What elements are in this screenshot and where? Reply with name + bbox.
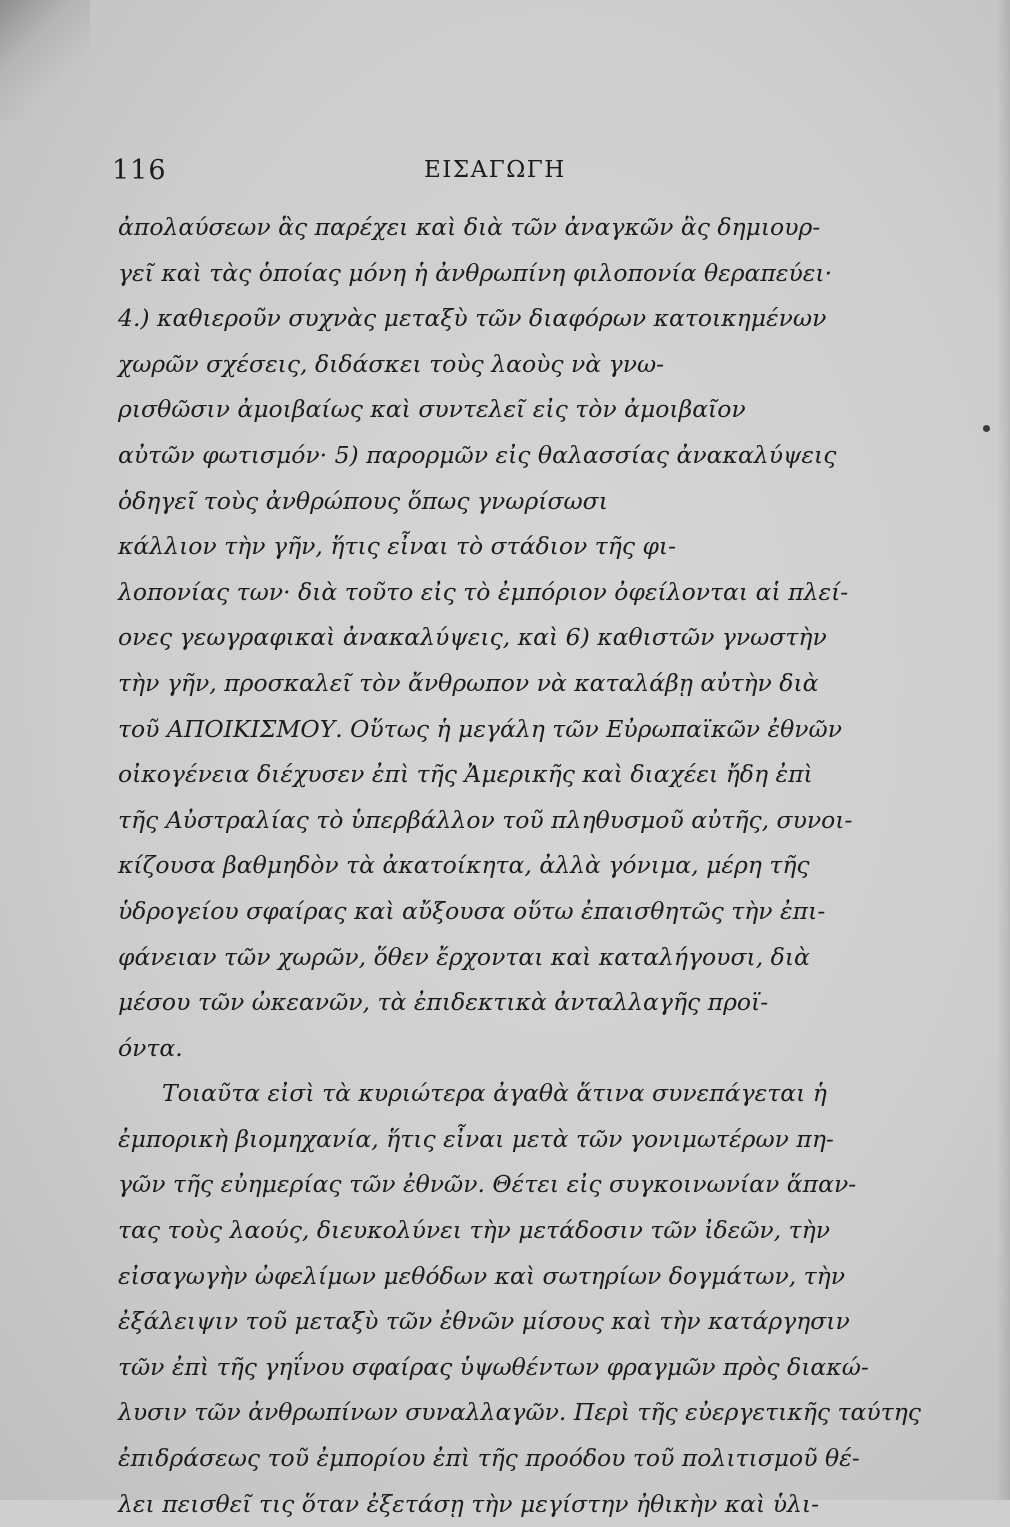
page-corner-shadow [0, 0, 90, 120]
ink-spot [983, 425, 990, 432]
text-line: τας τοὺς λαούς, διευκολύνει τὴν μετάδοσιν τῶν ἰδεῶν, τὴν [118, 1216, 830, 1245]
text-line: τὴν γῆν, προσκαλεῖ τὸν ἄνθρωπον νὰ καταλάβῃ αὐτὴν διὰ [118, 668, 819, 697]
text-line: χωρῶν σχέσεις, διδάσκει τοὺς λαοὺς νὰ γνω- [118, 349, 665, 378]
body-text [118, 205, 921, 1527]
page-number: 116 [112, 155, 167, 186]
text-line: 4.) καθιεροῦν συχνὰς μεταξὺ τῶν διαφόρων κατοικημένων [118, 304, 827, 333]
text-line: τῶν ἐπὶ τῆς γηΐνου σφαίρας ὑψωθέντων φραγμῶν πρὸς διακώ- [118, 1352, 869, 1381]
text-line: τοῦ ΑΠΟΙΚΙΣΜΟΥ. Οὕτως ἡ μεγάλη τῶν Εὐρωπαϊκῶν ἐθνῶν [118, 714, 842, 743]
text-line: κάλλιον τὴν γῆν, ἥτις εἶναι τὸ στάδιον τῆς φι- [118, 532, 677, 561]
text-line: ὑδρογείου σφαίρας καὶ αὔξουσα οὕτω ἐπαισθητῶς τὴν ἐπι- [118, 896, 826, 925]
text-line: γεῖ καὶ τὰς ὁποίας μόνη ἡ ἀνθρωπίνη φιλοπονία θεραπεύει· [118, 258, 833, 287]
text-line: ἐμπορικὴ βιομηχανία, ἥτις εἶναι μετὰ τῶν γονιμωτέρων πη- [118, 1124, 834, 1153]
text-line: λυσιν τῶν ἀνθρωπίνων συναλλαγῶν. Περὶ τῆς εὐεργετικῆς ταύτης [118, 1398, 921, 1427]
text-line: μέσου τῶν ὠκεανῶν, τὰ ἐπιδεκτικὰ ἀνταλλαγῆς προϊ- [118, 988, 769, 1017]
running-head: ΕΙΣΑΓΩΓΗ [424, 157, 566, 183]
text-line: ρισθῶσιν ἀμοιβαίως καὶ συντελεῖ εἰς τὸν ἀμοιβαῖον [118, 395, 746, 424]
text-line: ονες γεωγραφικαὶ ἀνακαλύψεις, καὶ 6) καθιστῶν γνωστὴν [118, 623, 827, 652]
text-line: γῶν τῆς εὐημερίας τῶν ἐθνῶν. Θέτει εἰς συγκοινωνίαν ἅπαν- [118, 1170, 857, 1199]
text-line: αὐτῶν φωτισμόν· 5) παρορμῶν εἰς θαλασσίας ἀνακαλύψεις [118, 440, 837, 469]
text-line: ἐπιδράσεως τοῦ ἐμπορίου ἐπὶ τῆς προόδου τοῦ πολιτισμοῦ θέ- [118, 1444, 860, 1473]
text-line: όντα. [118, 1033, 183, 1062]
paragraph-start-line: Τοιαῦτα εἰσὶ τὰ κυριώτερα ἀγαθὰ ἅτινα συνεπάγεται ἡ [162, 1079, 827, 1108]
text-line: οἰκογένεια διέχυσεν ἐπὶ τῆς Ἀμερικῆς καὶ διαχέει ἤδη ἐπὶ [118, 760, 813, 789]
page-edge-shadow [996, 0, 1010, 1500]
text-line: ἀπολαύσεων ἃς παρέχει καὶ διὰ τῶν ἀναγκῶν ἃς δημιουρ- [118, 213, 821, 241]
text-line: φάνειαν τῶν χωρῶν, ὅθεν ἔρχονται καὶ καταλήγουσι, διὰ [118, 942, 810, 971]
text-line: ὁδηγεῖ τοὺς ἀνθρώπους ὅπως γνωρίσωσι [118, 486, 608, 515]
text-line: ἐξάλειψιν τοῦ μεταξὺ τῶν ἐθνῶν μίσους καὶ τὴν κατάργησιν [118, 1307, 850, 1336]
text-line: λοπονίας των· διὰ τοῦτο εἰς τὸ ἐμπόριον ὀφείλονται αἱ πλεί- [118, 577, 849, 606]
text-line: τῆς Αὐστραλίας τὸ ὑπερβάλλον τοῦ πληθυσμοῦ αὐτῆς, συνοι- [118, 805, 853, 834]
text-line: κίζουσα βαθμηδὸν τὰ ἀκατοίκητα, ἀλλὰ γόνιμα, μέρη τῆς [118, 851, 810, 880]
text-line: λει πεισθεῖ τις ὅταν ἐξετάσῃ τὴν μεγίστην ἠθικὴν καὶ ὑλι- [118, 1489, 820, 1518]
text-line: εἰσαγωγὴν ὠφελίμων μεθόδων καὶ σωτηρίων δογμάτων, τὴν [118, 1261, 846, 1290]
page-header [112, 155, 912, 191]
